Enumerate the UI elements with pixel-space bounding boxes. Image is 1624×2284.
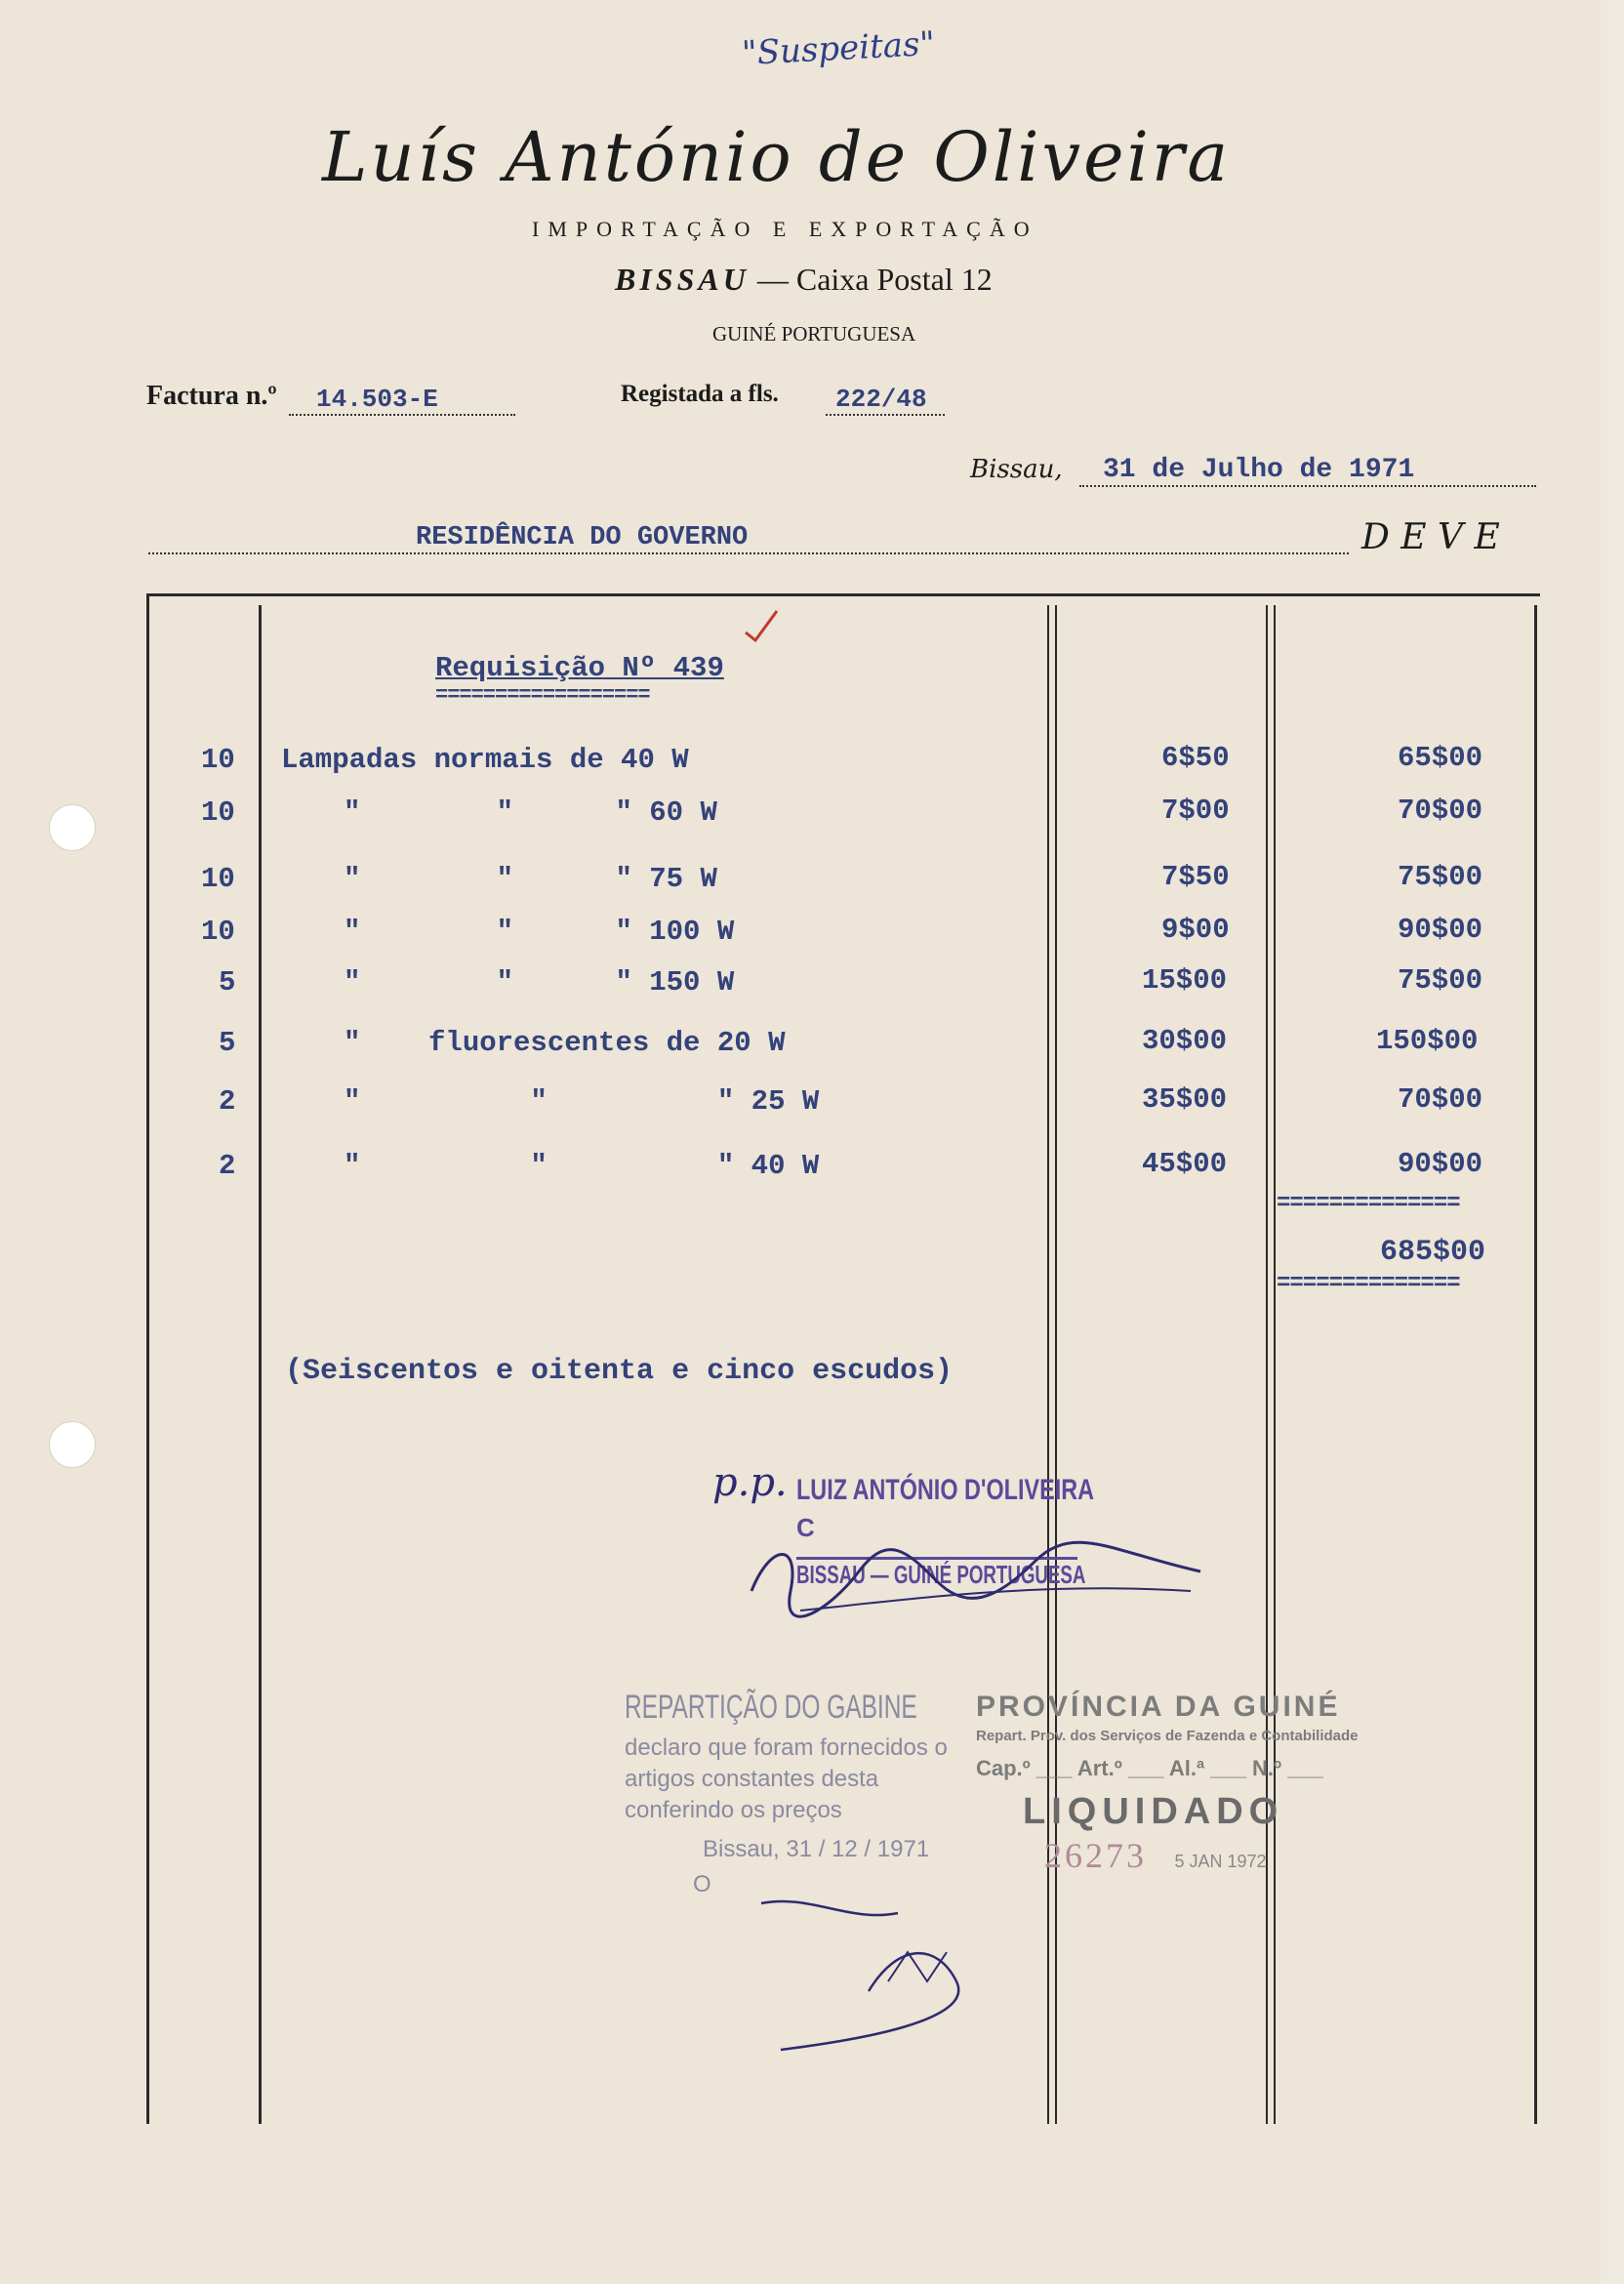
- item-unit-price: 9$00: [1161, 914, 1230, 946]
- item-total: 75$00: [1398, 964, 1483, 997]
- province-fields: Cap.º ___ Art.º ___ Al.ª ___ N.º ___: [976, 1756, 1323, 1780]
- annotation-suspeitas: "Suspeitas": [741, 23, 936, 74]
- customer-name: RESIDÊNCIA DO GOVERNO: [148, 523, 1349, 554]
- item-total: 75$00: [1398, 861, 1483, 893]
- item-qty: 10: [201, 863, 235, 895]
- liquidado-date: 5 JAN 1972: [1174, 1852, 1267, 1871]
- item-unit-price: 45$00: [1142, 1148, 1228, 1180]
- invoice-date: 31 de Julho de 1971: [1079, 455, 1536, 487]
- requisition-underline: ==================: [435, 683, 650, 708]
- repartition-date: Bissau, 31 / 12 / 1971: [703, 1836, 930, 1862]
- grand-total: 685$00: [1380, 1236, 1486, 1269]
- company-country: GUINÉ PORTUGUESA: [712, 322, 916, 346]
- requisition-title: Requisição Nº 439: [435, 652, 724, 684]
- repartition-stamp: [625, 1689, 1031, 1898]
- factura-label: Factura n.º: [146, 381, 277, 411]
- item-description: " " " 40 W: [344, 1150, 820, 1182]
- item-description: " " " 100 W: [344, 916, 735, 948]
- total-rule-bottom: ==============: [1277, 1271, 1460, 1297]
- handwritten-signature: [742, 1523, 1210, 1635]
- company-name: Luís António de Oliveira: [322, 117, 1232, 197]
- province-service: Repart. Prov. dos Serviços de Fazenda e Contabilidade: [976, 1728, 1359, 1744]
- punch-hole-top: [49, 804, 96, 851]
- item-qty: 10: [201, 744, 235, 776]
- repartition-line-3: conferindo os preços: [625, 1797, 842, 1823]
- item-qty: 2: [219, 1085, 236, 1118]
- signature-scribble-icon: [742, 1523, 1210, 1630]
- repartition-line-2: artigos constantes desta: [625, 1766, 879, 1792]
- item-unit-price: 6$50: [1161, 742, 1230, 774]
- stamp-company-name: LUIZ ANTÓNIO D'OLIVEIRA: [796, 1474, 1094, 1506]
- liquidado-number: 26273: [1044, 1836, 1147, 1875]
- item-total: 150$00: [1376, 1025, 1479, 1057]
- item-unit-price: 30$00: [1142, 1025, 1228, 1057]
- total-column-left-b: [1274, 605, 1276, 2124]
- requisition-checkmark: [742, 607, 781, 646]
- total-rule-top: ==============: [1277, 1191, 1460, 1217]
- item-qty: 10: [201, 916, 235, 948]
- repartition-o: O: [693, 1871, 711, 1897]
- repartition-title: REPARTIÇÃO DO GABINE: [625, 1689, 917, 1726]
- total-column-left-a: [1266, 605, 1268, 2124]
- item-description: " " " 60 W: [344, 796, 717, 829]
- company-activity: IMPORTAÇÃO E EXPORTAÇÃO: [532, 217, 1038, 241]
- table-left-border: [146, 593, 149, 2124]
- item-description: " " " 150 W: [344, 966, 735, 999]
- item-description: " fluorescentes de 20 W: [344, 1027, 786, 1059]
- stamp-location: BISSAU — GUINÉ PORTUGUESA: [796, 1557, 1077, 1590]
- stamp-middle-line: C: [796, 1513, 815, 1542]
- item-qty: 2: [219, 1150, 236, 1182]
- item-qty: 5: [219, 1027, 236, 1059]
- item-unit-price: 7$00: [1161, 795, 1230, 827]
- item-total: 70$00: [1398, 795, 1483, 827]
- official-signature: [742, 1884, 1093, 2064]
- punch-hole-bottom: [49, 1421, 96, 1468]
- place-label: Bissau,: [970, 455, 1063, 484]
- factura-number: 14.503-E: [289, 385, 515, 416]
- repartition-line-1: declaro que foram fornecidos o: [625, 1734, 948, 1761]
- checkmark-icon: [742, 607, 781, 646]
- amount-in-words: (Seiscentos e oitenta e cinco escudos): [285, 1355, 954, 1388]
- company-city: BISSAU: [615, 262, 750, 297]
- item-total: 90$00: [1398, 914, 1483, 946]
- official-signature-scribble-icon: [742, 1884, 1093, 2060]
- item-total: 90$00: [1398, 1148, 1483, 1180]
- province-title: PROVÍNCIA DA GUINÉ: [976, 1691, 1341, 1723]
- item-unit-price: 35$00: [1142, 1083, 1228, 1116]
- pp-signature: p.p.: [712, 1460, 788, 1505]
- registada-value: 222/48: [826, 385, 945, 416]
- item-total: 65$00: [1398, 742, 1483, 774]
- table-top-rule: [146, 593, 1540, 596]
- item-total: 70$00: [1398, 1083, 1483, 1116]
- table-right-border: [1534, 605, 1537, 2124]
- province-stamp: [976, 1691, 1359, 1876]
- qty-column-divider: [259, 605, 262, 2124]
- item-qty: 10: [201, 796, 235, 829]
- company-address: [615, 262, 993, 298]
- registada-label: Registada a fls.: [621, 381, 779, 407]
- item-description: " " " 25 W: [344, 1085, 820, 1118]
- item-unit-price: 7$50: [1161, 861, 1230, 893]
- deve-label: D E V E: [1361, 517, 1500, 557]
- liquidado-row: [976, 1835, 1359, 1876]
- item-unit-price: 15$00: [1142, 964, 1228, 997]
- item-qty: 5: [219, 966, 236, 999]
- item-description: " " " 75 W: [344, 863, 717, 895]
- item-description: Lampadas normais de 40 W: [281, 744, 689, 776]
- company-postal: — Caixa Postal 12: [756, 262, 993, 297]
- liquidado-label: LIQUIDADO: [1023, 1791, 1284, 1832]
